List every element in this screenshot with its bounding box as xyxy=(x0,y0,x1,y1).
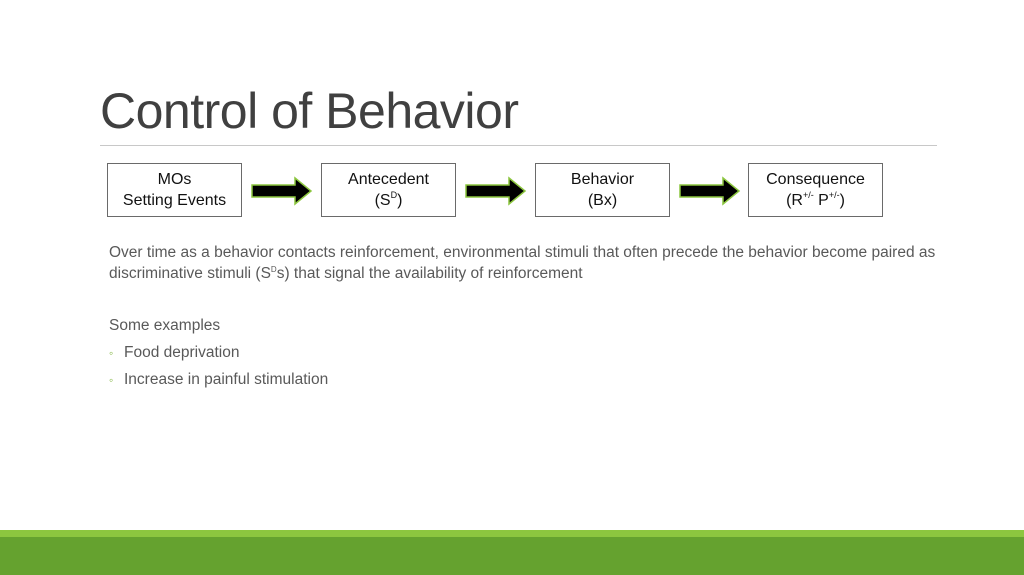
arrow-right-icon xyxy=(465,176,527,206)
list-item xyxy=(109,344,328,371)
list-item-text: Increase in painful stimulation xyxy=(124,371,329,388)
consequence-symbol: (R+/- P+/-) xyxy=(786,189,845,209)
arrow-right-icon xyxy=(679,176,741,206)
footer-band-light xyxy=(0,530,1024,537)
bullet-icon: ◦ xyxy=(109,346,114,360)
list-item-text: Food deprivation xyxy=(124,344,240,361)
explanation-paragraph: Over time as a behavior contacts reinforcement, environmental stimuli that often precede the behavior become paired as discriminative stimuli $(S^Ds)$ that signal the availability of reinforcement xyxy=(109,244,936,282)
mos-label: MOs xyxy=(157,171,192,188)
behavior-symbol: (Bx) xyxy=(587,192,618,209)
list-item xyxy=(109,371,328,398)
antecedent-label: Antecedent xyxy=(348,171,429,188)
consequence-label: Consequence xyxy=(766,171,865,188)
antecedent-symbol: $(S^D)$ xyxy=(374,189,403,209)
consequence-box xyxy=(748,163,883,217)
setting-events-label: Setting Events xyxy=(122,192,227,209)
antecedent-box xyxy=(321,163,456,217)
examples-heading: Some examples xyxy=(109,317,221,334)
title-divider xyxy=(100,145,937,146)
behavior-label: Behavior xyxy=(570,171,635,188)
behavior-box xyxy=(535,163,670,217)
footer-band-dark xyxy=(0,537,1024,575)
examples-list xyxy=(109,344,328,398)
mos-box xyxy=(107,163,242,217)
slide-title: Control of Behavior xyxy=(100,83,519,139)
bullet-icon: ◦ xyxy=(109,373,114,387)
arrow-right-icon xyxy=(251,176,313,206)
